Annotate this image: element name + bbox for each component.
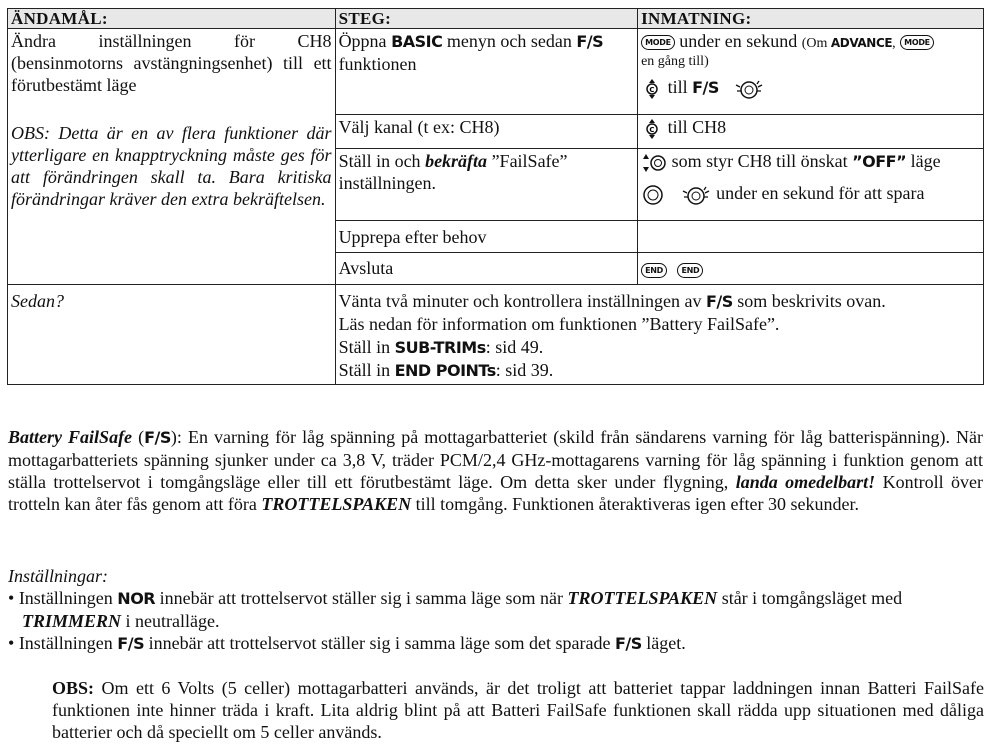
step-open-basic: Öppna BASIC menyn och sedan F/S funktionen	[335, 29, 638, 115]
fs-keyword: F/S	[705, 292, 733, 311]
scroll-dial-icon	[641, 152, 667, 174]
fs-keyword: F/S	[692, 78, 719, 97]
purpose-note: OBS: Detta är en av flera funktioner där ytterligare en knapptryckning måste ges för att förändringen skall ta. Bara kritiska förändringar kräver den extra bekräftelsen.	[11, 123, 332, 209]
settings-title: Inställningar:	[8, 566, 109, 586]
fs-keyword: F/S	[576, 32, 604, 51]
settings-section	[8, 565, 983, 655]
step-select-channel: Välj kanal (t ex: CH8)	[335, 115, 638, 149]
end-button-icon: END	[677, 263, 703, 278]
input-repeat	[638, 221, 984, 253]
battery-failsafe-title: Battery FailSafe	[8, 427, 133, 447]
list-item: • Inställningen NOR innebär att trottelservot ställer sig i samma läge som när TROTTELSPAKEN står i tomgångsläget med TRIMMERN i neutralläge.	[8, 588, 903, 631]
basic-keyword: BASIC	[391, 32, 443, 51]
step-repeat: Upprepa efter behov	[335, 221, 638, 253]
after-label: Sedan?	[8, 285, 336, 385]
header-input: INMATNING:	[638, 9, 984, 29]
table-header-row	[8, 9, 984, 29]
table-row	[8, 29, 984, 115]
step-exit: Avsluta	[335, 253, 638, 285]
mode-button-icon: MODE	[641, 35, 675, 50]
header-steps: STEG:	[335, 9, 638, 29]
off-keyword: ”OFF”	[852, 152, 907, 171]
battery-failsafe-paragraph: Battery FailSafe (F/S): En varning för låg spänning på mottagarbatteriet (skild från sändarens varning för låg batterispänning). När mottagarbatteriets spänning sjunker under ca 3,8 V, träder PCM/2,4 GHz-mottagarens varning för låg spänning i funktion genom att ställa trottelservot i tomgångsläge eller till ett förutbestämt läge. Om detta sker under flygning, landa omedelbart! Kontroll över trotteln kan åter fås genom att föra TROTTELSPAKEN till tomgång. Funktionen återaktiveras igen efter 30 sekunder.	[8, 427, 984, 514]
press-dial-icon	[680, 183, 712, 207]
mode-button-icon: MODE	[900, 35, 934, 50]
obs-label: OBS:	[52, 678, 95, 698]
input-select-channel: C till CH8	[638, 115, 984, 149]
table-row	[8, 285, 984, 385]
dial-icon	[641, 183, 665, 207]
selector-dial-icon	[641, 118, 663, 140]
once-more-text: en gång till)	[641, 54, 709, 69]
fs-keyword: F/S	[614, 634, 642, 653]
svg-text:C: C	[649, 85, 655, 94]
input-open-basic: MODE under en sekund (Om ADVANCE, MODE en gång till) C till F/S	[638, 29, 984, 115]
settings-table	[7, 8, 984, 385]
svg-text:C: C	[649, 125, 655, 134]
subtrim-keyword: SUB-TRIMs	[394, 338, 486, 357]
after-cell: Vänta två minuter och kontrollera inställningen av F/S som beskrivits ovan. Läs nedan för information om funktionen ”Battery FailSafe”. Ställ in SUB-TRIMs: sid 49. Ställ in END POINTs: sid 39.	[335, 285, 983, 385]
header-purpose: ÄNDAMÅL:	[8, 9, 336, 29]
input-exit	[638, 253, 984, 285]
fs-keyword: F/S	[117, 634, 145, 653]
purpose-text: Ändra inställningen för CH8 (bensinmotorns avstängningsenhet) till ett förutbestämt läge	[11, 31, 332, 95]
list-item: • Inställningen F/S innebär att trottelservot ställer sig i samma läge som det sparade F/S läget.	[8, 633, 686, 653]
nor-keyword: NOR	[117, 589, 156, 608]
after-line: Läs nedan för information om funktionen ”Battery FailSafe”.	[338, 314, 780, 334]
purpose-cell	[8, 29, 336, 285]
step-confirm-failsafe: Ställ in och bekräfta ”FailSafe” inställningen.	[335, 149, 638, 221]
obs-note: OBS: Om ett 6 Volts (5 celler) mottagarbatteri används, är det troligt att batteriet tappar laddningen innan Batteri FailSafe funktionen inte hinner träda i kraft. Lita aldrig blint på att Batteri FailSafe funktionen skall rädda upp situationen med dåliga batterier och då speciellt om 5 celler används.	[52, 678, 984, 742]
end-button-icon: END	[641, 263, 667, 278]
press-dial-icon	[733, 77, 765, 101]
selector-dial-icon	[641, 78, 663, 100]
endpoint-keyword: END POINTs	[394, 361, 496, 380]
advance-keyword: ADVANCE	[830, 36, 893, 50]
input-confirm-failsafe: som styr CH8 till önskat ”OFF” läge under en sekund för att spara	[638, 149, 984, 221]
